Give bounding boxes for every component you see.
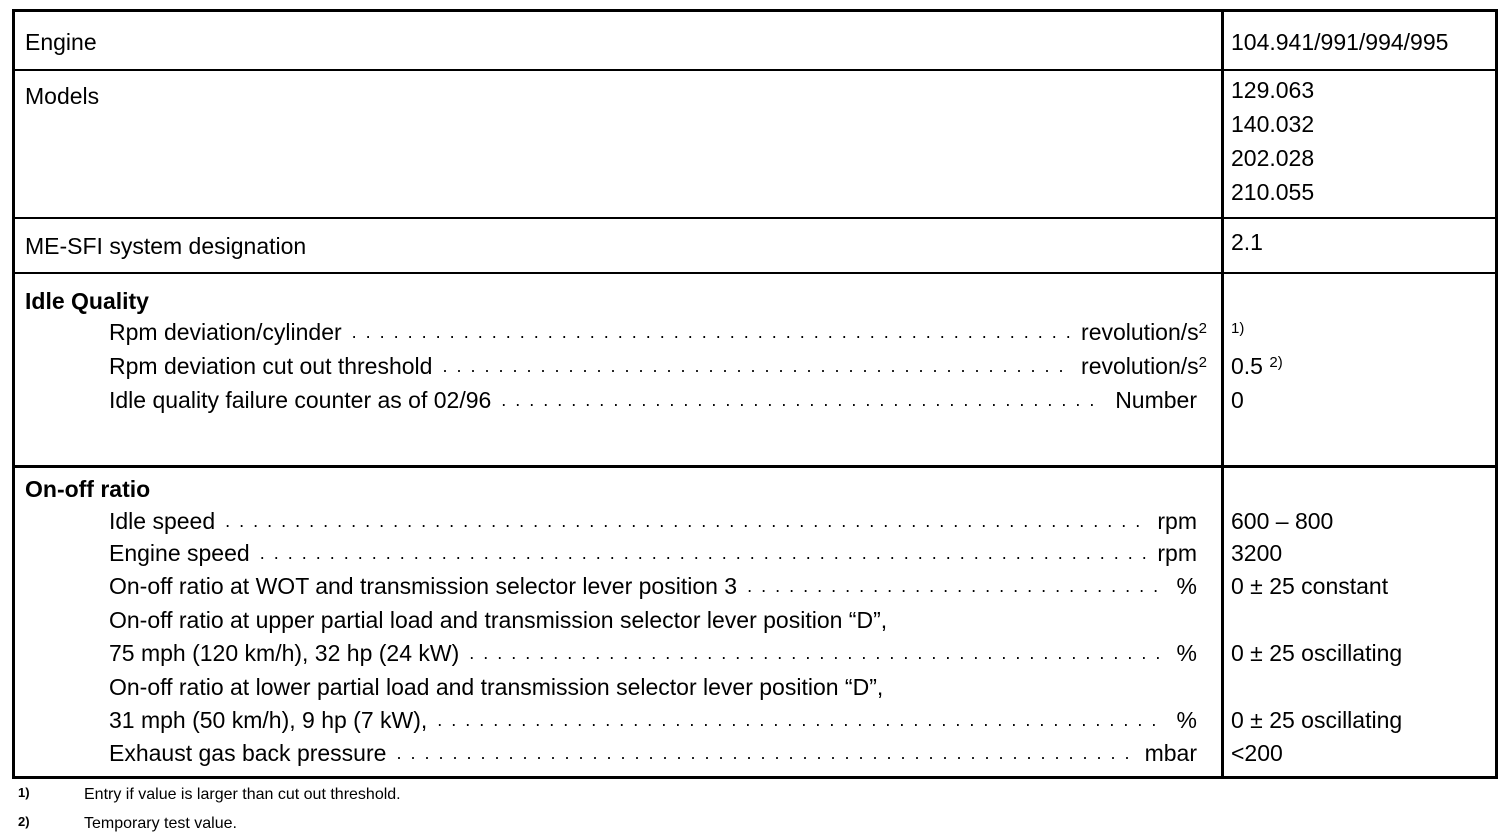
spec-table <box>12 9 1498 779</box>
model-value: 140.032 <box>1231 111 1315 137</box>
row-label: Rpm deviation cut out threshold <box>109 353 433 379</box>
ratio-value-upper-load: 0 ± 25 oscillating <box>1231 640 1403 666</box>
column-divider <box>1221 12 1224 776</box>
idle-row-rpm-deviation <box>109 316 1207 348</box>
row-unit: rpm <box>1157 540 1197 566</box>
ratio-value-lower-load: 0 ± 25 oscillating <box>1231 707 1403 733</box>
engine-value: 104.941/991/994/995 <box>1231 29 1449 55</box>
ratio-row-lower-load <box>109 704 1197 736</box>
row-unit: mbar <box>1144 740 1197 766</box>
dot-leader <box>225 505 1147 537</box>
idle-row-cutout-threshold <box>109 350 1207 382</box>
ratio-row-lower-load-line1: On-off ratio at lower partial load and transmission selector lever position “D”, <box>109 674 884 700</box>
row-label: Engine speed <box>109 540 250 566</box>
ratio-row-engine-speed <box>109 537 1197 569</box>
ratio-row-upper-load <box>109 637 1197 669</box>
row-label: Exhaust gas back pressure <box>109 740 387 766</box>
row-unit: Number <box>1115 387 1197 413</box>
row-divider <box>15 272 1495 274</box>
dot-leader <box>469 637 1166 669</box>
row-label: On-off ratio at WOT and transmission selector lever position 3 <box>109 573 738 599</box>
row-unit: revolution/$s^2$ <box>1081 319 1207 345</box>
model-value: 210.055 <box>1231 179 1315 205</box>
row-unit: rpm <box>1157 508 1197 534</box>
row-divider <box>15 465 1495 468</box>
idle-row-failure-counter <box>109 384 1197 416</box>
row-label: Idle quality failure counter as of 02/96 <box>109 387 492 413</box>
ratio-row-idle-speed <box>109 505 1197 537</box>
on-off-ratio-heading: On-off ratio <box>25 476 151 502</box>
dot-leader <box>442 350 1071 382</box>
dot-leader <box>747 570 1166 602</box>
dot-leader <box>260 537 1148 569</box>
row-divider <box>15 69 1495 71</box>
models-label: Models <box>25 83 100 109</box>
ratio-value-engine-speed: 3200 <box>1231 540 1283 566</box>
row-label: 31 mph (50 km/h), 9 hp (7 kW), <box>109 707 428 733</box>
row-divider <box>15 217 1495 219</box>
dot-leader <box>352 316 1071 348</box>
row-unit: % <box>1176 640 1197 666</box>
idle-value-failure-counter: 0 <box>1231 387 1244 413</box>
ratio-row-upper-load-line1: On-off ratio at upper partial load and transmission selector lever position “D”, <box>109 607 888 633</box>
row-unit: % <box>1176 707 1197 733</box>
model-value: 129.063 <box>1231 77 1315 103</box>
idle-value-rpm-deviation: 1) <box>1231 320 1245 337</box>
ratio-row-wot <box>109 570 1197 602</box>
ratio-value-back-pressure: <200 <box>1231 740 1283 766</box>
footnote-mark: 2) <box>18 814 30 829</box>
row-unit: revolution/$s^2$ <box>1081 353 1207 379</box>
footnote-mark: 1) <box>18 785 30 800</box>
dot-leader <box>437 704 1166 736</box>
row-unit: % <box>1176 573 1197 599</box>
row-label: Rpm deviation/cylinder <box>109 319 342 345</box>
row-label: 75 mph (120 km/h), 32 hp (24 kW) <box>109 640 460 666</box>
dot-leader <box>501 384 1105 416</box>
footnote-text: Temporary test value. <box>84 815 237 832</box>
dot-leader <box>396 737 1134 769</box>
idle-quality-heading: Idle Quality <box>25 288 149 314</box>
engine-label: Engine <box>25 29 97 55</box>
footnote-text: Entry if value is larger than cut out threshold. <box>84 786 401 803</box>
model-value: 202.028 <box>1231 145 1315 171</box>
system-value: 2.1 <box>1231 229 1263 255</box>
system-label: ME-SFI system designation <box>25 233 307 259</box>
ratio-row-back-pressure <box>109 737 1197 769</box>
idle-value-cutout-threshold: 0.5 $^{2)}$ <box>1231 353 1283 379</box>
ratio-value-wot: 0 ± 25 constant <box>1231 573 1389 599</box>
row-label: Idle speed <box>109 508 216 534</box>
ratio-value-idle-speed: 600 – 800 <box>1231 508 1334 534</box>
